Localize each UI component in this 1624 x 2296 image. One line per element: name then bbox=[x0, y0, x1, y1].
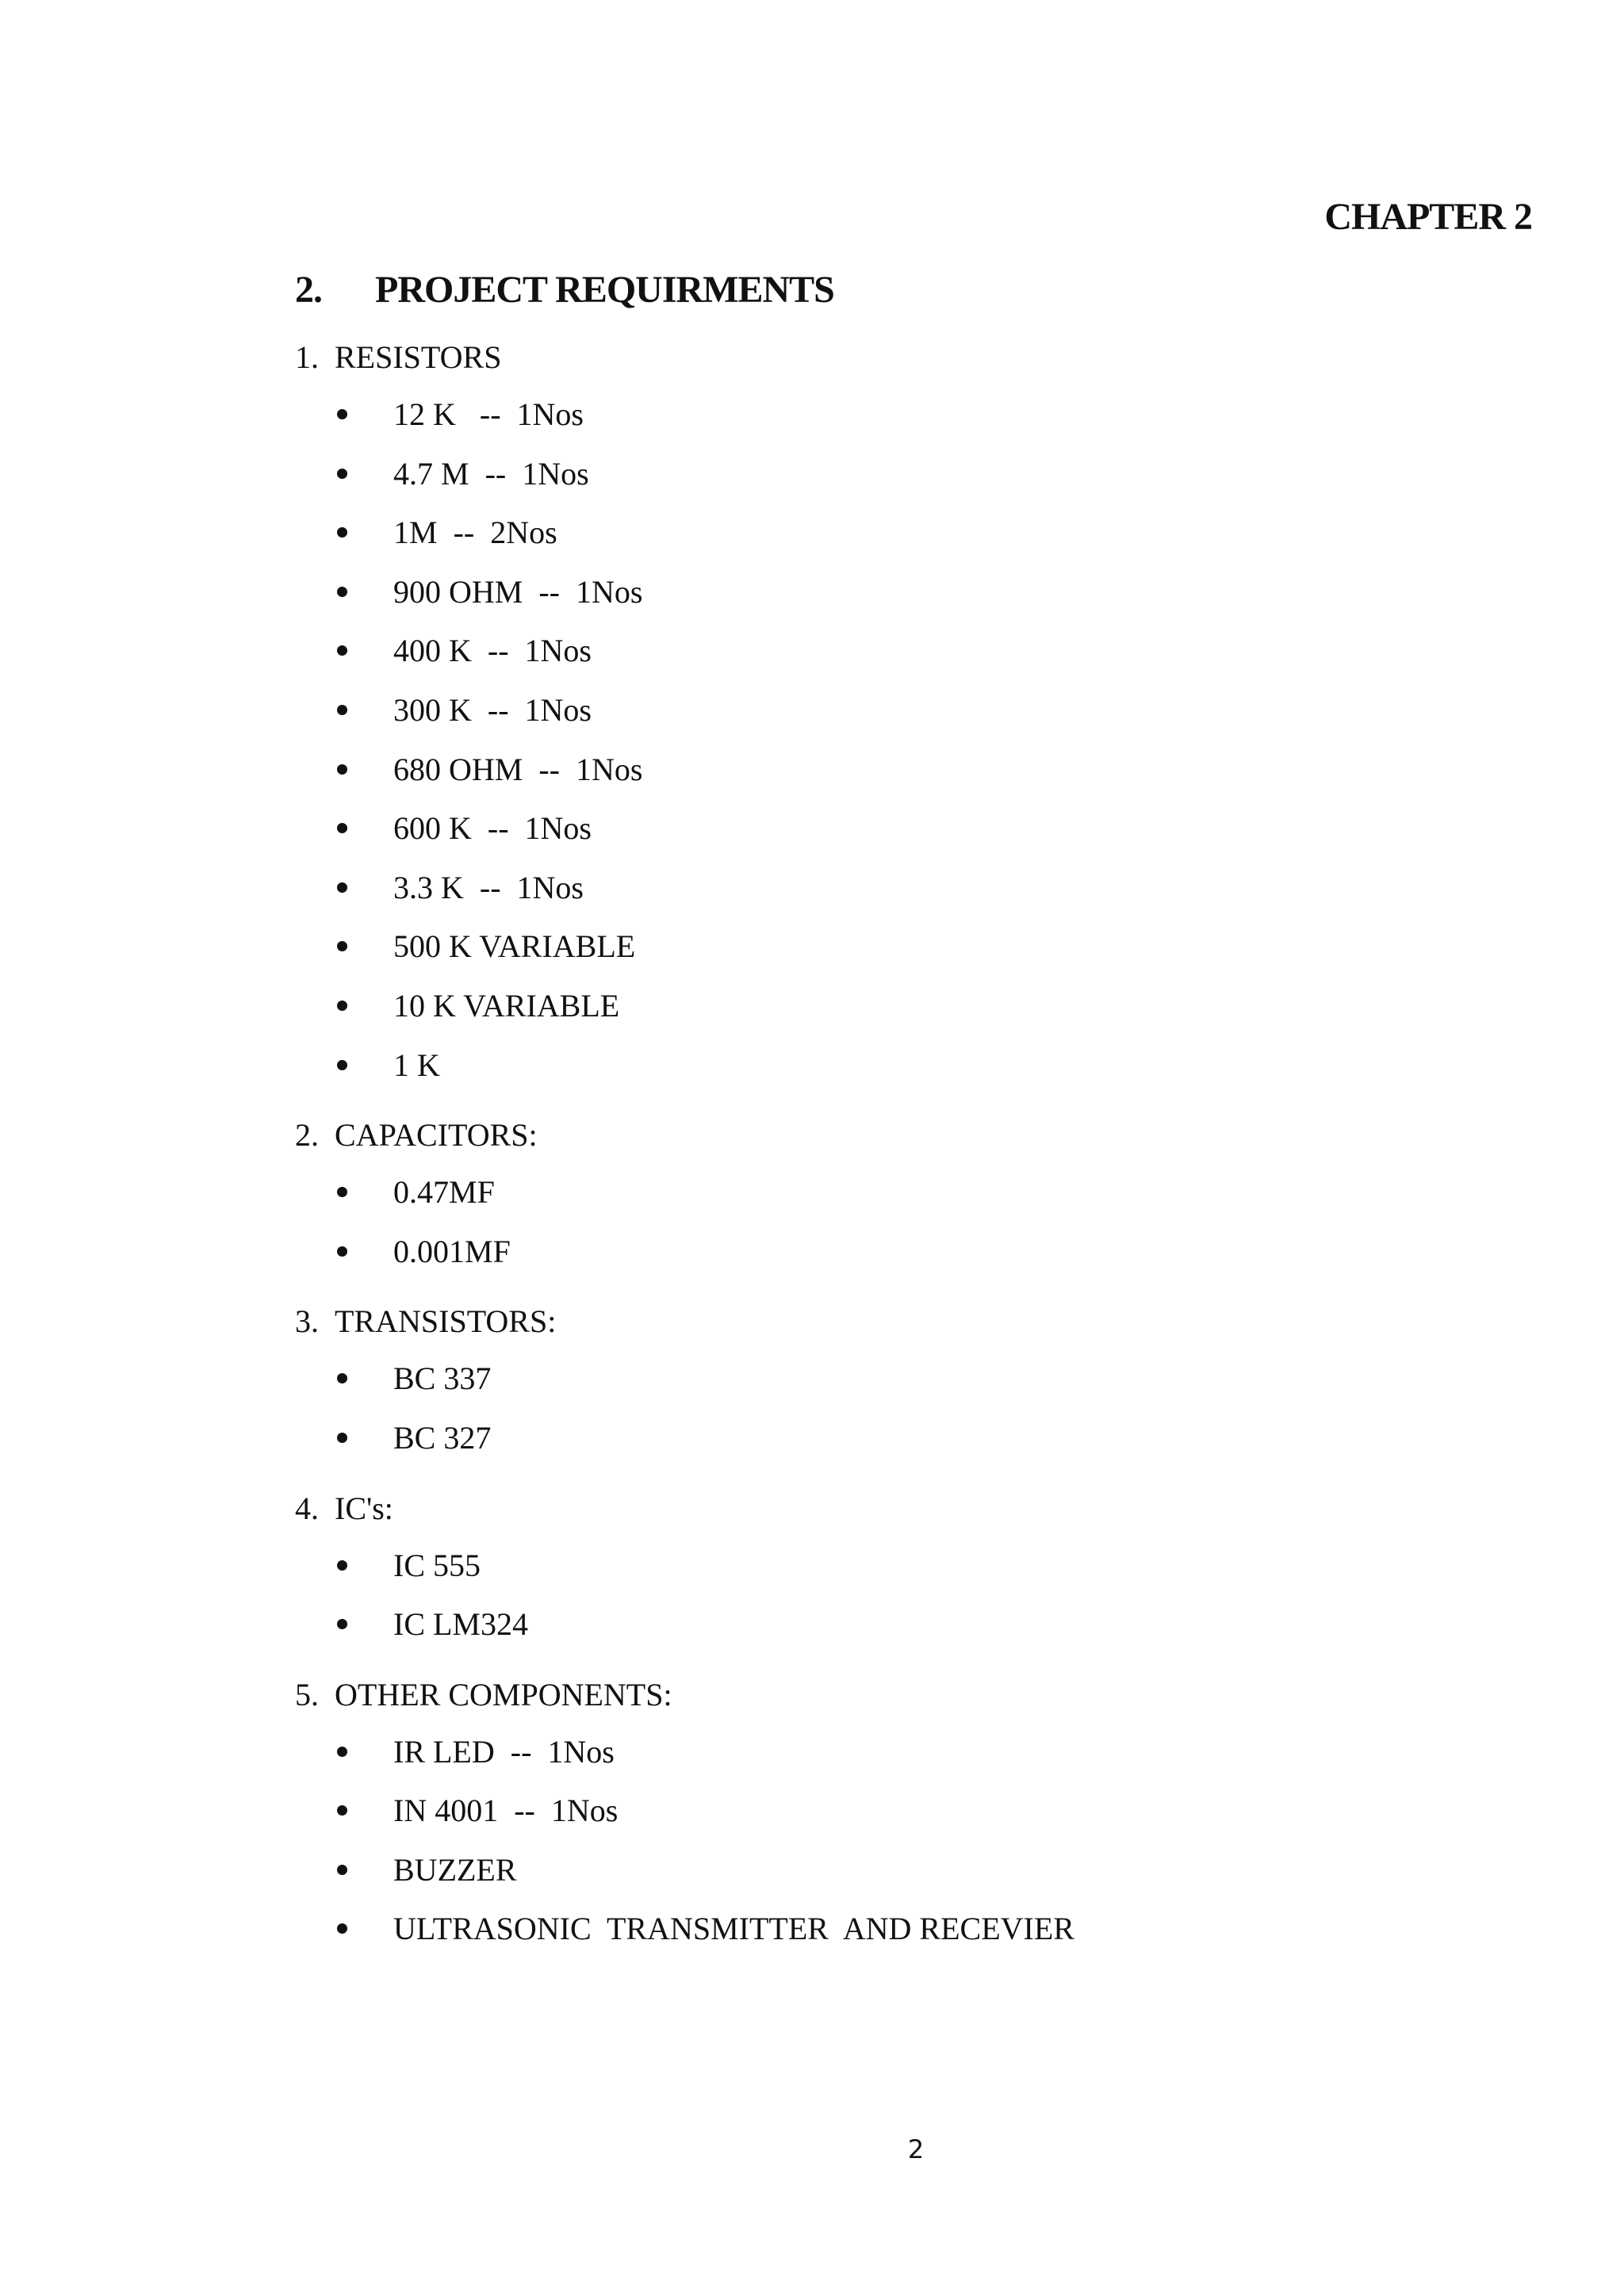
list-item bbox=[295, 393, 1484, 453]
item-text: 500 K VARIABLE bbox=[393, 928, 636, 965]
item-text: BC 327 bbox=[393, 1419, 492, 1456]
bullet-icon bbox=[337, 453, 350, 496]
bullet-icon bbox=[337, 571, 350, 614]
category-number: 1. bbox=[295, 339, 319, 375]
item-text: IC 555 bbox=[393, 1547, 481, 1583]
item-text: BC 337 bbox=[393, 1360, 492, 1397]
item-text: 12 K -- 1Nos bbox=[393, 396, 584, 432]
bullet-icon bbox=[337, 748, 350, 791]
bullet-icon bbox=[337, 1731, 350, 1774]
item-list bbox=[295, 393, 1484, 1103]
chapter-label: CHAPTER 2 bbox=[1324, 196, 1532, 238]
bullet-icon bbox=[337, 689, 350, 732]
bullet-icon bbox=[337, 807, 350, 850]
category-heading bbox=[295, 1487, 1484, 1530]
item-text: IR LED -- 1Nos bbox=[393, 1733, 615, 1770]
list-item bbox=[295, 867, 1484, 926]
item-text: BUZZER bbox=[393, 1851, 517, 1888]
list-item bbox=[295, 807, 1484, 867]
item-list bbox=[295, 1357, 1484, 1475]
item-text: 0.001MF bbox=[393, 1233, 511, 1269]
list-item bbox=[295, 453, 1484, 512]
bullet-icon bbox=[337, 1849, 350, 1892]
category-heading bbox=[295, 1674, 1484, 1716]
category-label: IC's: bbox=[335, 1490, 393, 1526]
category-label: RESISTORS bbox=[335, 339, 502, 375]
bullet-icon bbox=[337, 867, 350, 909]
category-label: TRANSISTORS: bbox=[335, 1303, 557, 1340]
item-text: ULTRASONIC TRANSMITTER AND RECEVIER bbox=[393, 1911, 1074, 1947]
bullet-icon bbox=[337, 1789, 350, 1832]
list-item bbox=[295, 511, 1484, 571]
bullet-icon bbox=[337, 629, 350, 672]
bullet-icon bbox=[337, 511, 350, 554]
list-item bbox=[295, 1731, 1484, 1790]
section-number: 2. bbox=[295, 269, 322, 311]
section-title: PROJECT REQUIRMENTS bbox=[375, 269, 834, 311]
list-item bbox=[295, 1603, 1484, 1663]
category-heading bbox=[295, 1114, 1484, 1157]
bullet-icon bbox=[337, 1230, 350, 1273]
category-heading bbox=[295, 336, 1484, 379]
item-text: 600 K -- 1Nos bbox=[393, 810, 592, 847]
list-item bbox=[295, 1357, 1484, 1417]
list-item bbox=[295, 571, 1484, 630]
bullet-icon bbox=[337, 985, 350, 1027]
item-text: 400 K -- 1Nos bbox=[393, 633, 592, 669]
list-item bbox=[295, 689, 1484, 748]
item-text: 300 K -- 1Nos bbox=[393, 691, 592, 728]
list-item bbox=[295, 748, 1484, 808]
bullet-icon bbox=[337, 925, 350, 968]
item-text: 1 K bbox=[393, 1047, 440, 1083]
list-item bbox=[295, 925, 1484, 985]
category-label: OTHER COMPONENTS: bbox=[335, 1676, 672, 1712]
item-text: IN 4001 -- 1Nos bbox=[393, 1793, 619, 1829]
item-text: 1M -- 2Nos bbox=[393, 515, 557, 551]
item-text: 10 K VARIABLE bbox=[393, 987, 620, 1024]
item-text: 680 OHM -- 1Nos bbox=[393, 751, 643, 787]
list-item bbox=[295, 985, 1484, 1044]
category-label: CAPACITORS: bbox=[335, 1117, 538, 1154]
bullet-icon bbox=[337, 1603, 350, 1646]
list-item bbox=[295, 1789, 1484, 1849]
section-heading bbox=[295, 268, 834, 312]
category-number: 5. bbox=[295, 1676, 319, 1712]
category-number: 4. bbox=[295, 1490, 319, 1526]
bullet-icon bbox=[337, 1357, 350, 1400]
list-item bbox=[295, 1417, 1484, 1476]
list-item bbox=[295, 1230, 1484, 1290]
list-item bbox=[295, 1849, 1484, 1908]
bullet-icon bbox=[337, 1044, 350, 1087]
page-number: 2 bbox=[907, 2134, 925, 2164]
bullet-icon bbox=[337, 1544, 350, 1587]
item-text: 0.47MF bbox=[393, 1174, 495, 1211]
item-text: 900 OHM -- 1Nos bbox=[393, 573, 643, 610]
list-item bbox=[295, 1044, 1484, 1104]
item-list bbox=[295, 1731, 1484, 1967]
requirements-list bbox=[295, 336, 1484, 1978]
category-number: 2. bbox=[295, 1117, 319, 1154]
list-item bbox=[295, 1544, 1484, 1604]
bullet-icon bbox=[337, 1908, 350, 1950]
list-item bbox=[295, 629, 1484, 689]
list-item bbox=[295, 1171, 1484, 1230]
item-list bbox=[295, 1544, 1484, 1663]
category-heading bbox=[295, 1300, 1484, 1343]
item-text: 3.3 K -- 1Nos bbox=[393, 869, 584, 905]
bullet-icon bbox=[337, 1417, 350, 1460]
item-list bbox=[295, 1171, 1484, 1289]
list-item bbox=[295, 1908, 1484, 1967]
bullet-icon bbox=[337, 393, 350, 436]
category-number: 3. bbox=[295, 1303, 319, 1340]
bullet-icon bbox=[337, 1171, 350, 1214]
item-text: IC LM324 bbox=[393, 1606, 528, 1643]
item-text: 4.7 M -- 1Nos bbox=[393, 455, 589, 492]
